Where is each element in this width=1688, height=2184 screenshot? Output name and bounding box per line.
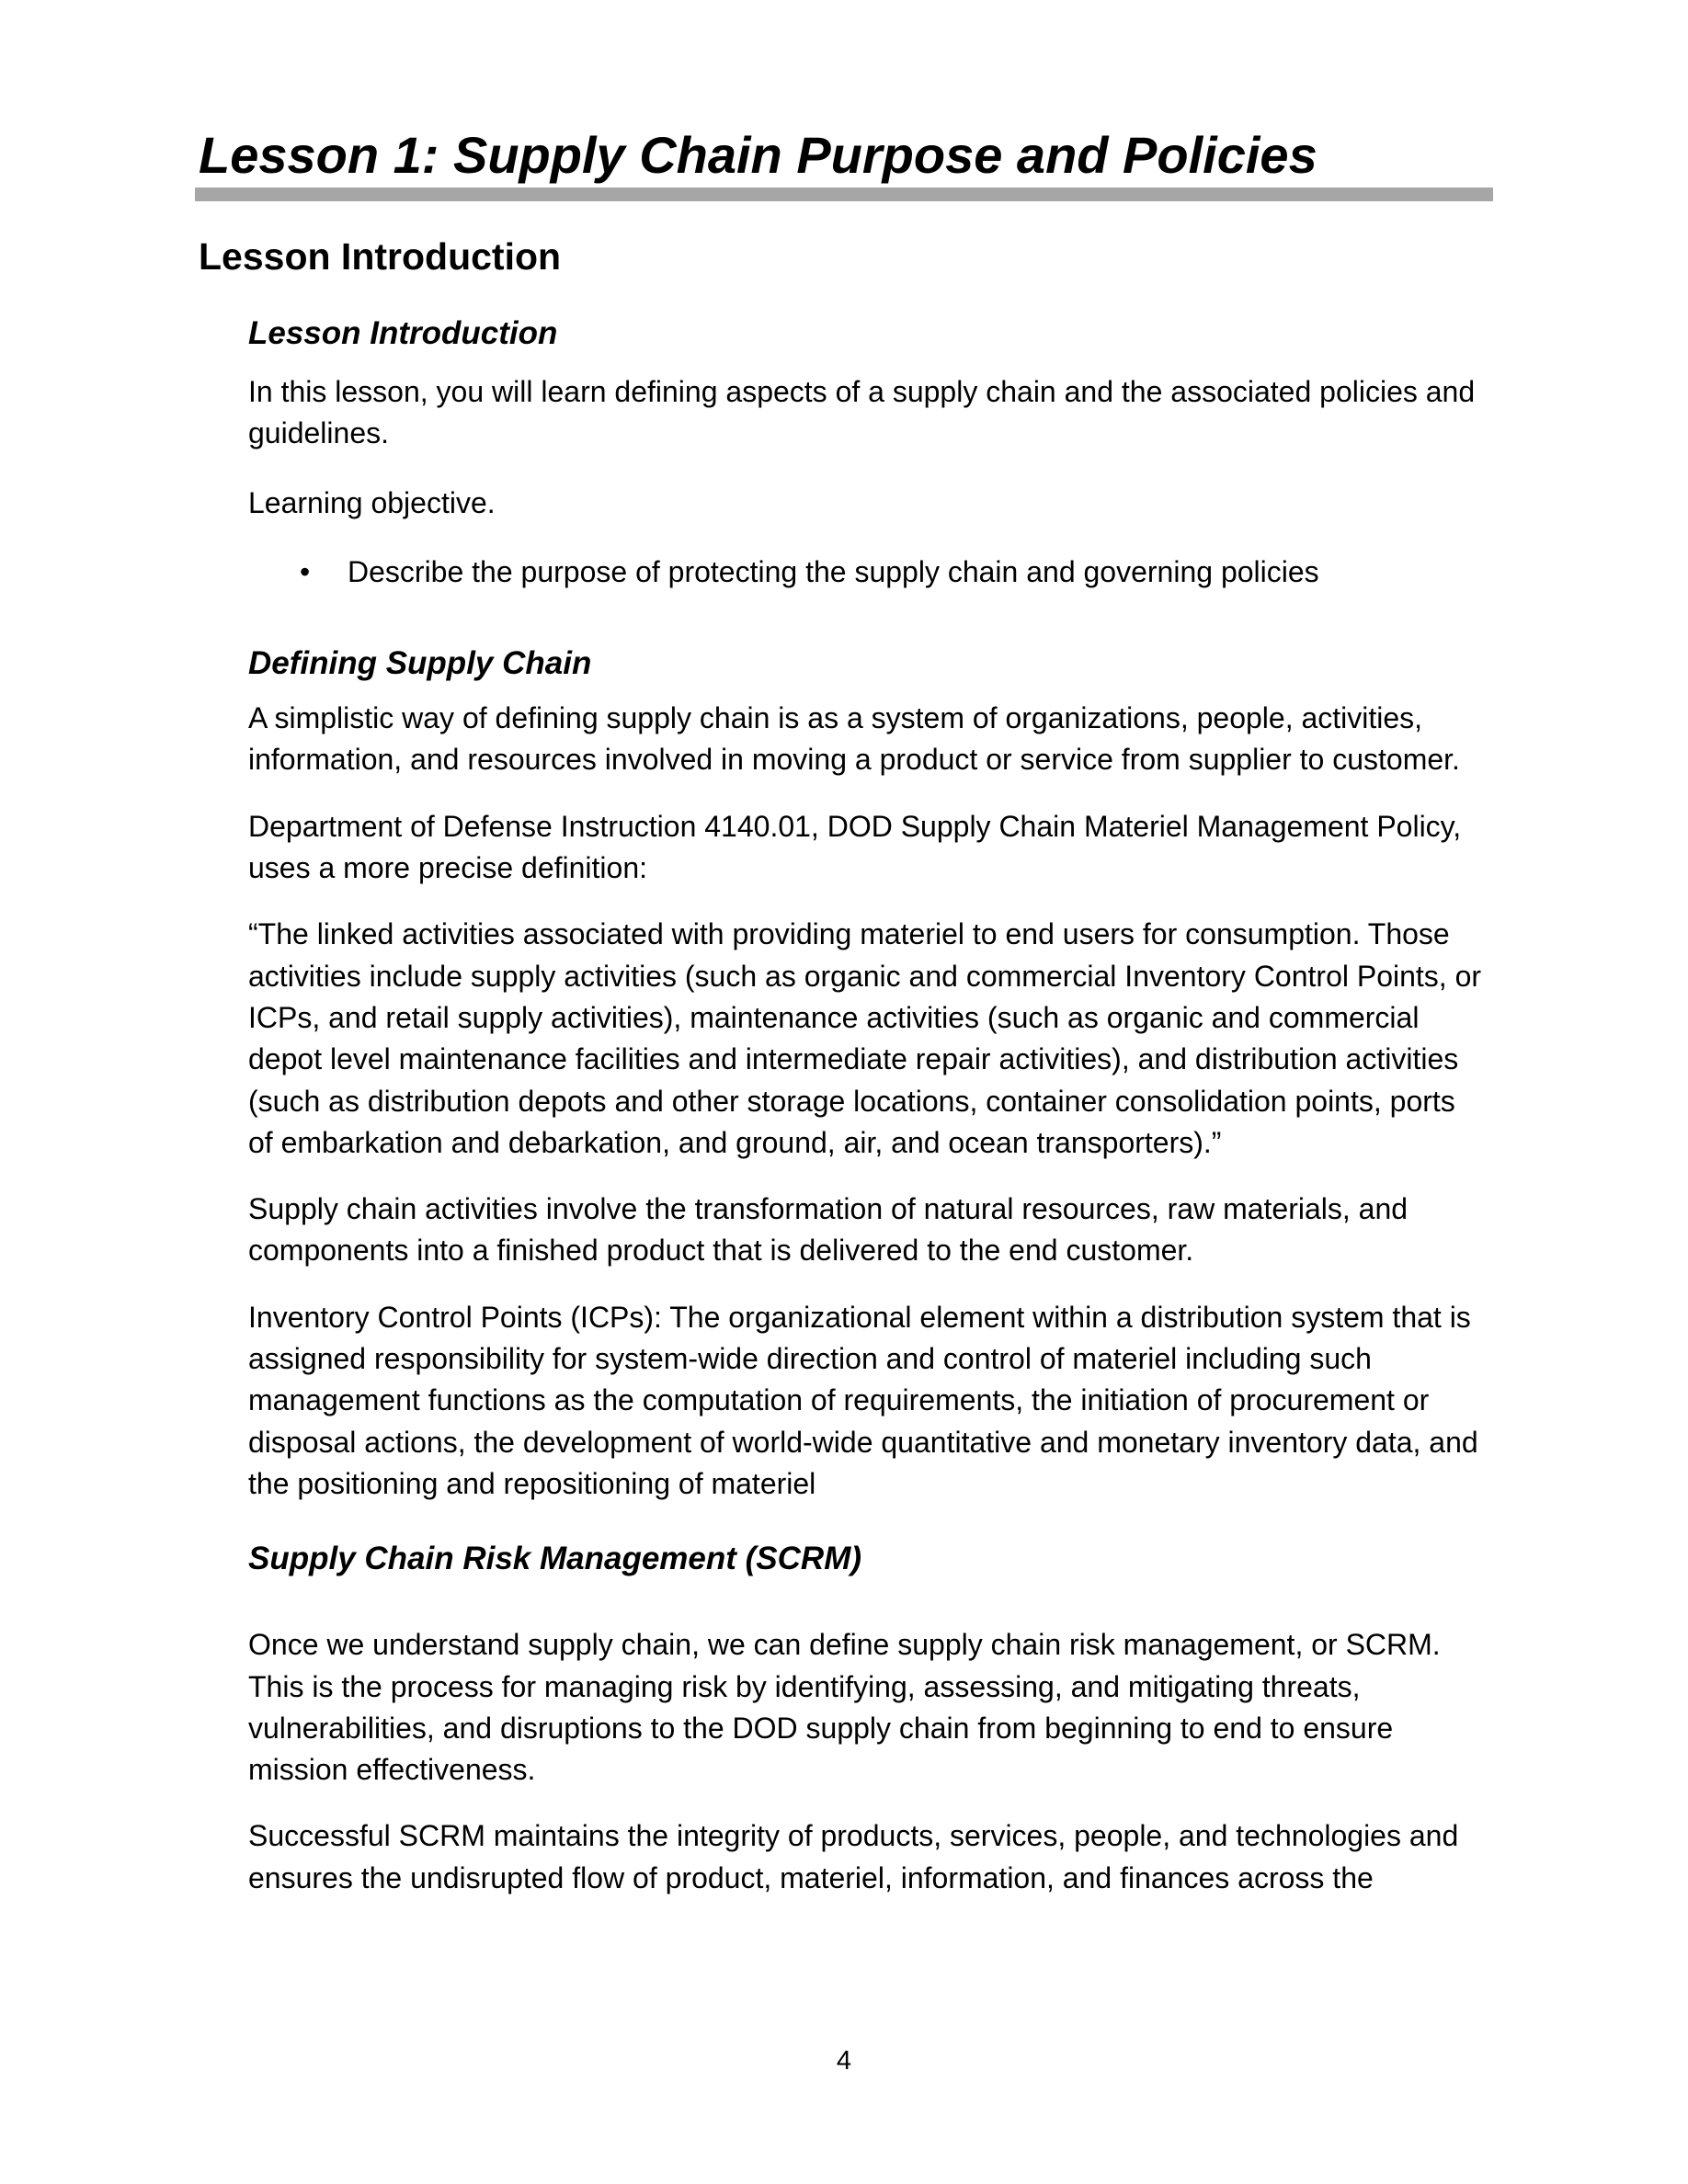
defining-paragraph-2: Department of Defense Instruction 4140.01, DOD Supply Chain Materiel Management Policy, uses a more precise definition: [248,809,1462,885]
objective-item [248,552,1485,593]
defining-heading: Defining Supply Chain [248,645,592,682]
page-number: 4 [836,2046,852,2076]
title-rule [195,188,1493,201]
defining-paragraph-4: Supply chain activities involve the transformation of natural resources, raw materials, and components into a finished product that is delivered to the end customer. [248,1192,1409,1268]
intro-heading: Lesson Introduction [248,315,558,351]
scrm-paragraph-2: Successful SCRM maintains the integrity of products, services, people, and technologies and ensures the undisrupted flow of product, materiel, information, and finances across the [248,1819,1459,1894]
document-body [248,313,1485,1899]
icp-definition: Inventory Control Points (ICPs): The organizational element within a distribution system that is assigned responsibility for system-wide direction and control of materiel including such management functions as the computation of requirements, the initiation of procurement or disposal actions, the development of world-wide quantitative and monetary inventory data, and the positioning and repositioning of materiel [248,1300,1478,1500]
intro-paragraph: In this lesson, you will learn defining aspects of a supply chain and the associated policies and guidelines. [248,375,1476,450]
defining-paragraph-1: A simplistic way of defining supply chain is as a system of organizations, people, activities, information, and resources involved in moving a product or service from supplier to customer. [248,701,1460,777]
definition-quote: “The linked activities associated with providing materiel to end users for consumption. Those activities include supply activities (such as organic and commercial Inventory Control Points, or ICPs, and retail supply activities), maintenance activities (such as organic and commercial depot level maintenance facilities and intermediate repair activities), and distribution activities (such as distribution depots and other storage locations, container consolidation points, ports of embarkation and debarkation, and ground, air, and ocean transporters).” [248,917,1482,1159]
learning-objective-label: Learning objective. [248,485,496,519]
bullet-icon: • [300,554,311,588]
scrm-heading: Supply Chain Risk Management (SCRM) [248,1541,862,1577]
objectives-list [248,552,1485,593]
objective-text: Describe the purpose of protecting the supply chain and governing policies [348,554,1319,588]
page-title: Lesson 1: Supply Chain Purpose and Policies [199,126,1317,184]
section-heading: Lesson Introduction [199,235,562,278]
scrm-paragraph-1: Once we understand supply chain, we can define supply chain risk management, or SCRM. This is the process for managing risk by identifying, assessing, and mitigating threats, vulnerabilities, and disruptions to the DOD supply chain from beginning to end to ensure mission effectiveness. [248,1628,1441,1787]
